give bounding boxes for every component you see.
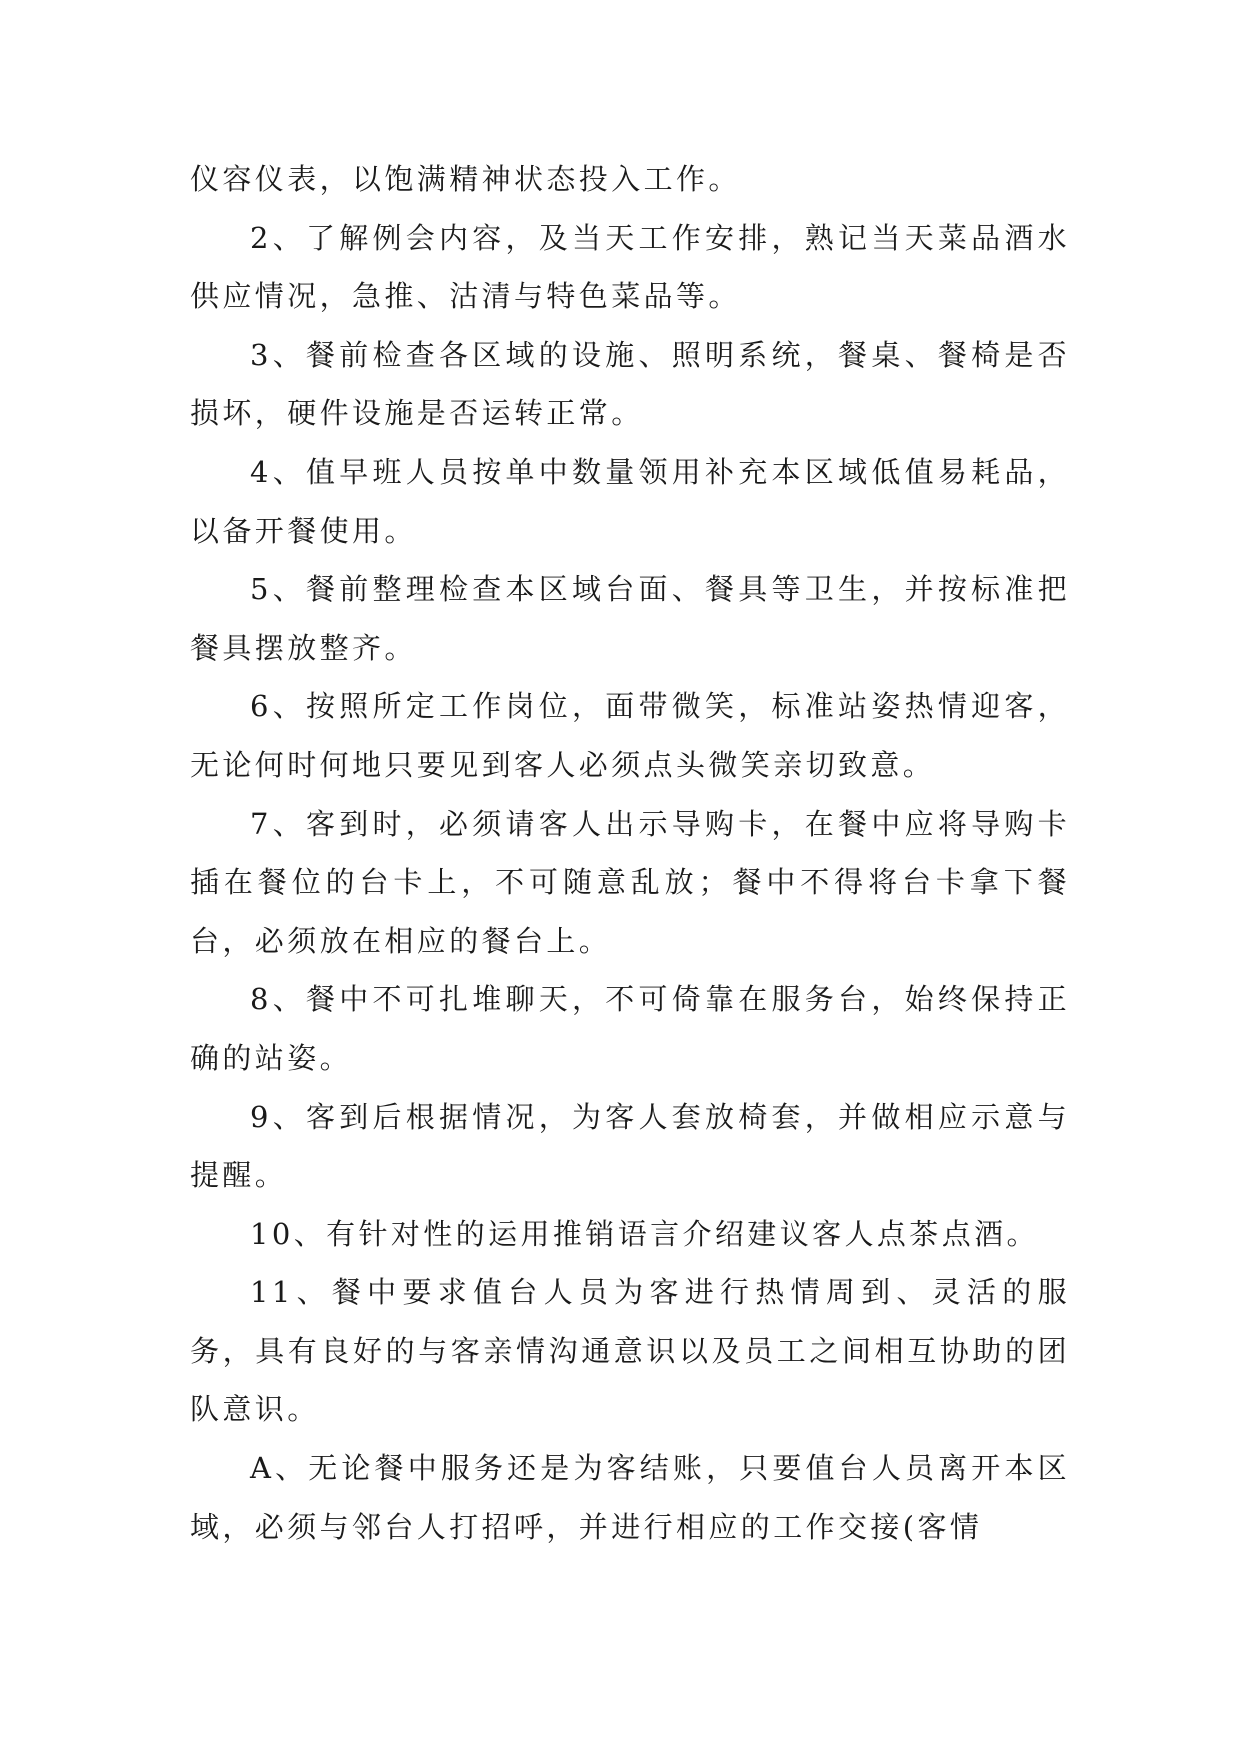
- paragraph: A、无论餐中服务还是为客结账，只要值台人员离开本区域，必须与邻台人打招呼，并进行相应的工作交接(客情: [190, 1451, 1070, 1544]
- paragraph: 9、客到后根据情况，为客人套放椅套，并做相应示意与提醒。: [190, 1099, 1070, 1193]
- paragraph: 10、有针对性的运用推销语言介绍建议客人点茶点酒。: [250, 1216, 1039, 1251]
- paragraph: 6、按照所定工作岗位，面带微笑，标准站姿热情迎客，无论何时何地只要见到客人必须点头微笑亲切致意。: [190, 689, 1070, 782]
- paragraph: 4、值早班人员按单中数量领用补充本区域低值易耗品，以备开餐使用。: [190, 454, 1070, 548]
- paragraph: 3、餐前检查各区域的设施、照明系统，餐桌、餐椅是否损坏，硬件设施是否运转正常。: [190, 337, 1070, 431]
- paragraph: 5、餐前整理检查本区域台面、餐具等卫生，并按标准把餐具摆放整齐。: [190, 572, 1070, 665]
- paragraph: 2、了解例会内容，及当天工作安排，熟记当天菜品酒水供应情况，急推、沽清与特色菜品等。: [190, 220, 1070, 314]
- paragraph: 7、客到时，必须请客人出示导购卡，在餐中应将导购卡插在餐位的台卡上，不可随意乱放；餐中不得将台卡拿下餐台，必须放在相应的餐台上。: [190, 806, 1070, 958]
- paragraph: 8、餐中不可扎堆聊天，不可倚靠在服务台，始终保持正确的站姿。: [190, 982, 1070, 1075]
- paragraph: 11、餐中要求值台人员为客进行热情周到、灵活的服务，具有良好的与客亲情沟通意识以及员工之间相互协助的团队意识。: [190, 1275, 1070, 1427]
- document-body: [190, 150, 1070, 1556]
- paragraph: 仪容仪表，以饱满精神状态投入工作。: [190, 162, 741, 196]
